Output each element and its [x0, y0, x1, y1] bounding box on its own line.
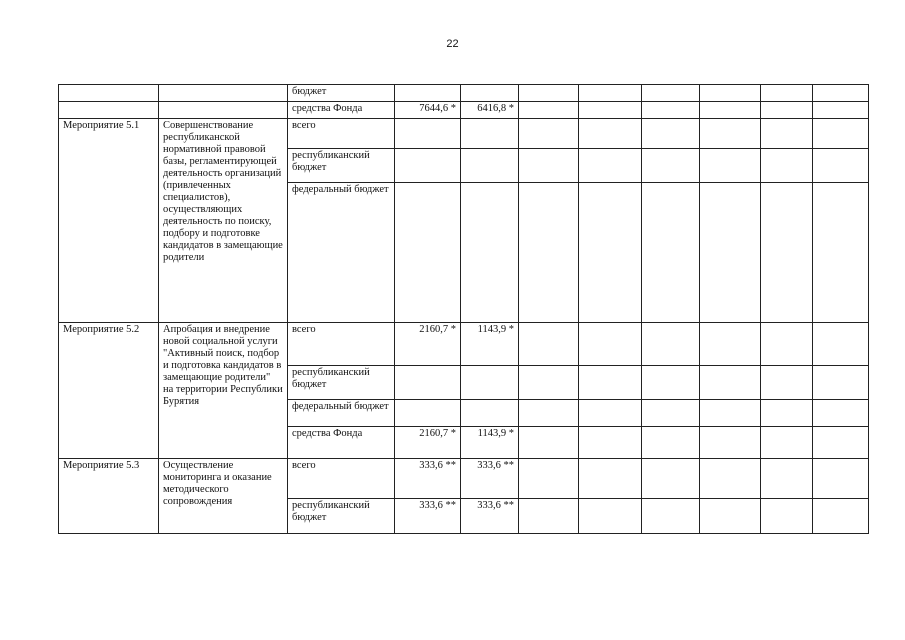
empty-cell	[813, 400, 869, 427]
empty-cell	[519, 323, 579, 366]
empty-cell	[642, 459, 700, 499]
empty-cell	[642, 149, 700, 183]
measure-id-cell	[59, 102, 159, 119]
measure-id-cell: Мероприятие 5.3	[59, 459, 159, 534]
empty-cell	[700, 400, 761, 427]
empty-cell	[579, 183, 642, 323]
value-cell: 333,6 **	[395, 459, 461, 499]
measure-title-cell	[159, 102, 288, 119]
value-cell	[461, 400, 519, 427]
empty-cell	[642, 85, 700, 102]
value-cell	[461, 85, 519, 102]
funding-source-cell: всего	[288, 459, 395, 499]
empty-cell	[579, 149, 642, 183]
empty-cell	[579, 85, 642, 102]
empty-cell	[700, 149, 761, 183]
empty-cell	[761, 119, 813, 149]
table-row	[59, 85, 869, 102]
empty-cell	[642, 427, 700, 459]
empty-cell	[700, 323, 761, 366]
empty-cell	[813, 183, 869, 323]
empty-cell	[761, 499, 813, 534]
empty-cell	[642, 183, 700, 323]
value-cell	[395, 85, 461, 102]
value-cell	[395, 400, 461, 427]
empty-cell	[813, 119, 869, 149]
empty-cell	[700, 85, 761, 102]
empty-cell	[519, 119, 579, 149]
empty-cell	[700, 499, 761, 534]
measure-title-cell	[159, 85, 288, 102]
funding-source-cell: всего	[288, 119, 395, 149]
value-cell	[395, 149, 461, 183]
empty-cell	[642, 400, 700, 427]
value-cell	[395, 119, 461, 149]
measure-id-cell: Мероприятие 5.1	[59, 119, 159, 323]
empty-cell	[519, 499, 579, 534]
empty-cell	[700, 459, 761, 499]
empty-cell	[519, 459, 579, 499]
page-number: 22	[446, 38, 459, 50]
measure-title-cell: Апробация и внедрение новой социальной услуги "Активный поиск, подбор и подготовка кандидатов в замещающие родители" на территории Республики Бурятия	[159, 323, 288, 459]
measure-id-cell: Мероприятие 5.2	[59, 323, 159, 459]
empty-cell	[579, 366, 642, 400]
empty-cell	[761, 323, 813, 366]
value-cell: 333,6 **	[461, 459, 519, 499]
empty-cell	[761, 366, 813, 400]
funding-source-cell: республиканский бюджет	[288, 366, 395, 400]
value-cell: 333,6 **	[461, 499, 519, 534]
empty-cell	[813, 499, 869, 534]
measure-title-cell: Осуществление мониторинга и оказание методического сопровождения	[159, 459, 288, 534]
value-cell	[461, 183, 519, 323]
value-cell: 1143,9 *	[461, 427, 519, 459]
empty-cell	[761, 183, 813, 323]
funding-source-cell: средства Фонда	[288, 102, 395, 119]
empty-cell	[642, 366, 700, 400]
empty-cell	[519, 427, 579, 459]
empty-cell	[579, 459, 642, 499]
funding-source-cell: всего	[288, 323, 395, 366]
empty-cell	[813, 366, 869, 400]
table-row	[59, 102, 869, 119]
empty-cell	[642, 499, 700, 534]
table-row	[59, 323, 869, 366]
value-cell: 2160,7 *	[395, 427, 461, 459]
funding-source-cell: республиканский бюджет	[288, 499, 395, 534]
empty-cell	[579, 427, 642, 459]
empty-cell	[700, 183, 761, 323]
funding-source-cell: бюджет	[288, 85, 395, 102]
funding-source-cell: республиканский бюджет	[288, 149, 395, 183]
value-cell	[461, 149, 519, 183]
empty-cell	[700, 119, 761, 149]
empty-cell	[761, 459, 813, 499]
empty-cell	[579, 102, 642, 119]
value-cell	[395, 366, 461, 400]
empty-cell	[642, 323, 700, 366]
value-cell	[461, 119, 519, 149]
empty-cell	[700, 366, 761, 400]
value-cell: 6416,8 *	[461, 102, 519, 119]
empty-cell	[813, 323, 869, 366]
funding-source-cell: средства Фонда	[288, 427, 395, 459]
empty-cell	[761, 400, 813, 427]
table-row	[59, 119, 869, 149]
empty-cell	[519, 366, 579, 400]
measure-id-cell	[59, 85, 159, 102]
empty-cell	[813, 427, 869, 459]
empty-cell	[579, 400, 642, 427]
table-row	[59, 459, 869, 499]
empty-cell	[579, 499, 642, 534]
empty-cell	[579, 323, 642, 366]
empty-cell	[761, 427, 813, 459]
empty-cell	[813, 85, 869, 102]
empty-cell	[519, 102, 579, 119]
empty-cell	[761, 149, 813, 183]
empty-cell	[579, 119, 642, 149]
value-cell	[395, 183, 461, 323]
empty-cell	[761, 102, 813, 119]
funding-source-cell: федеральный бюджет	[288, 183, 395, 323]
empty-cell	[519, 400, 579, 427]
empty-cell	[700, 102, 761, 119]
measure-title-cell: Совершенствование республиканской нормативной правовой базы, регламентирующей деятельность организаций (привлеченных специалистов), осуществляющих деятельность по поиску, подбору и подготовке кандидатов в замещающие родители	[159, 119, 288, 323]
value-cell: 7644,6 *	[395, 102, 461, 119]
empty-cell	[813, 459, 869, 499]
value-cell: 2160,7 *	[395, 323, 461, 366]
value-cell: 1143,9 *	[461, 323, 519, 366]
value-cell: 333,6 **	[395, 499, 461, 534]
empty-cell	[813, 149, 869, 183]
empty-cell	[519, 149, 579, 183]
empty-cell	[519, 183, 579, 323]
empty-cell	[761, 85, 813, 102]
empty-cell	[700, 427, 761, 459]
empty-cell	[642, 119, 700, 149]
empty-cell	[519, 85, 579, 102]
empty-cell	[813, 102, 869, 119]
funding-source-cell: федеральный бюджет	[288, 400, 395, 427]
budget-table	[58, 84, 869, 534]
empty-cell	[642, 102, 700, 119]
value-cell	[461, 366, 519, 400]
